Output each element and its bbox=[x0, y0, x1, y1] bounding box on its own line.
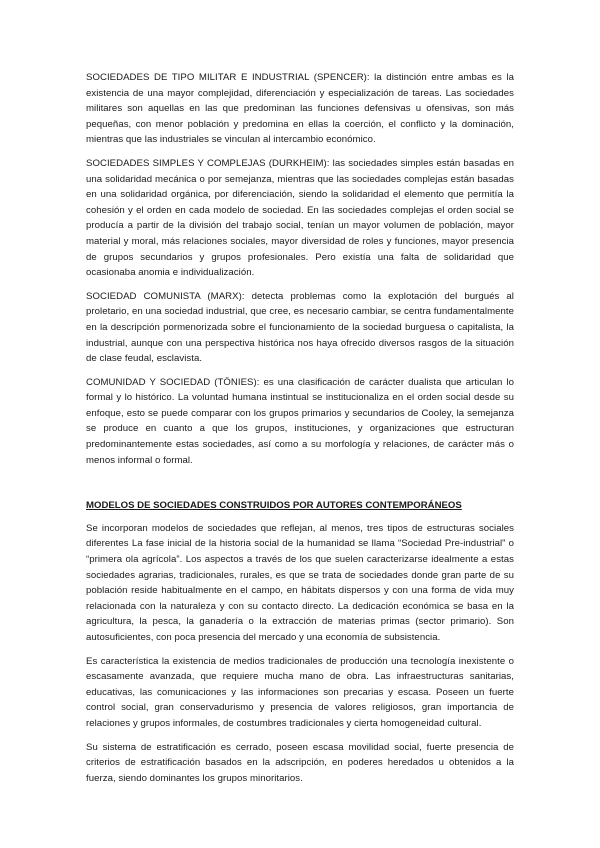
document-page bbox=[86, 70, 514, 786]
paragraph-marx: SOCIEDAD COMUNISTA (MARX): detecta problemas como la explotación del burgués al proletario, en una sociedad industrial, que cree, es necesario cambiar, se centra fundamentalmente en la descripción pormenorizada sobre el funcionamiento de la sociedad burguesa o capitalista, la industrial, aunque con una perspectiva histórica nos haya ofrecido diversos rasgos de la situación de clase feudal, esclavista. bbox=[86, 290, 514, 365]
paragraph-durkheim: SOCIEDADES SIMPLES Y COMPLEJAS (DURKHEIM): las sociedades simples están basadas en una solidaridad mecánica o por semejanza, mientras que las sociedades complejas están basadas en una solidaridad orgánica, por diferenciación, siendo la solidaridad el elemento que permitía la cohesión y el orden en cada modelo de sociedad. En las sociedades complejas el orden social se producía a partir de la división del trabajo social, tenían un mayor volumen de población, mayor material y moral, más relaciones sociales, mayor diversidad de roles y funciones, mayor presencia de grupos secundarios y grupos profesionales. Pero existía una falta de solidaridad que ocasionaba anomia e individualización. bbox=[86, 157, 514, 279]
paragraph-preindustrial-intro: Se incorporan modelos de sociedades que reflejan, al menos, tres tipos de estructuras sociales diferentes La fase inicial de la historia social de la humanidad se llama “Sociedad Pre-industrial” o “primera ola agrícola”. Los aspectos a través de los que suelen caracterizarse idealmente a estas sociedades agrarias, tradicionales, rurales, es que se trata de sociedades donde gran parte de su población reside habitualmente en el campo, en hábitats dispersos y con una forma de vida muy relacionada con la naturaleza y con su contacto directo. La dedicación económica se basa en la agricultura, la pesca, la ganadería o la extracción de materias primas (sector primario). Son autosuficientes, con poca presencia del mercado y una economía de subsistencia. bbox=[86, 522, 514, 643]
paragraph-stratification: Su sistema de estratificación es cerrado, poseen escasa movilidad social, fuerte presencia de criterios de estratificación basados en la adscripción, en poderes heredados u obtenidos a la fuerza, siendo dominantes los grupos minoritarios. bbox=[86, 741, 514, 784]
paragraph-preindustrial-features: Es característica la existencia de medios tradicionales de producción una tecnología inexistente o escasamente avanzada, que requiere mucha mano de obra. Las infraestructuras sanitarias, educativas, las comunicaciones y las informaciones son precarias y escasa. Poseen un fuerte control social, gran conservadurismo y presencia de valores religiosos, gran importancia de relaciones y grupos informales, de costumbres tradicionales y cierta homogeneidad cultural. bbox=[86, 655, 514, 729]
paragraph-tonies: COMUNIDAD Y SOCIEDAD (TÖNIES): es una clasificación de carácter dualista que articulan lo formal y lo histórico. La voluntad humana instintual se institucionaliza en el orden social desde su enfoque, esto se puede comparar con los grupos primarios y secundarios de Cooley, la semejanza se produce en cuanto a que los grupos, instituciones, y organizaciones que estructuran predominantemente estas sociedades, así como a su morfología y relaciones, de carácter más o menos informal o formal. bbox=[86, 376, 514, 466]
paragraph-spencer: SOCIEDADES DE TIPO MILITAR E INDUSTRIAL (SPENCER): la distinción entre ambas es la existencia de una mayor complejidad, diferenciación y especialización de tareas. Las sociedades militares son aquellas en las que predominan las funciones defensivas u ofensivas, son más pequeñas, con menor población y predomina en ellas la coerción, el conflicto y la dominación, mientras que las industriales se vinculan al intercambio económico. bbox=[86, 72, 514, 146]
section-heading: MODELOS DE SOCIEDADES CONSTRUIDOS POR AUTORES CONTEMPORÁNEOS bbox=[86, 500, 462, 512]
